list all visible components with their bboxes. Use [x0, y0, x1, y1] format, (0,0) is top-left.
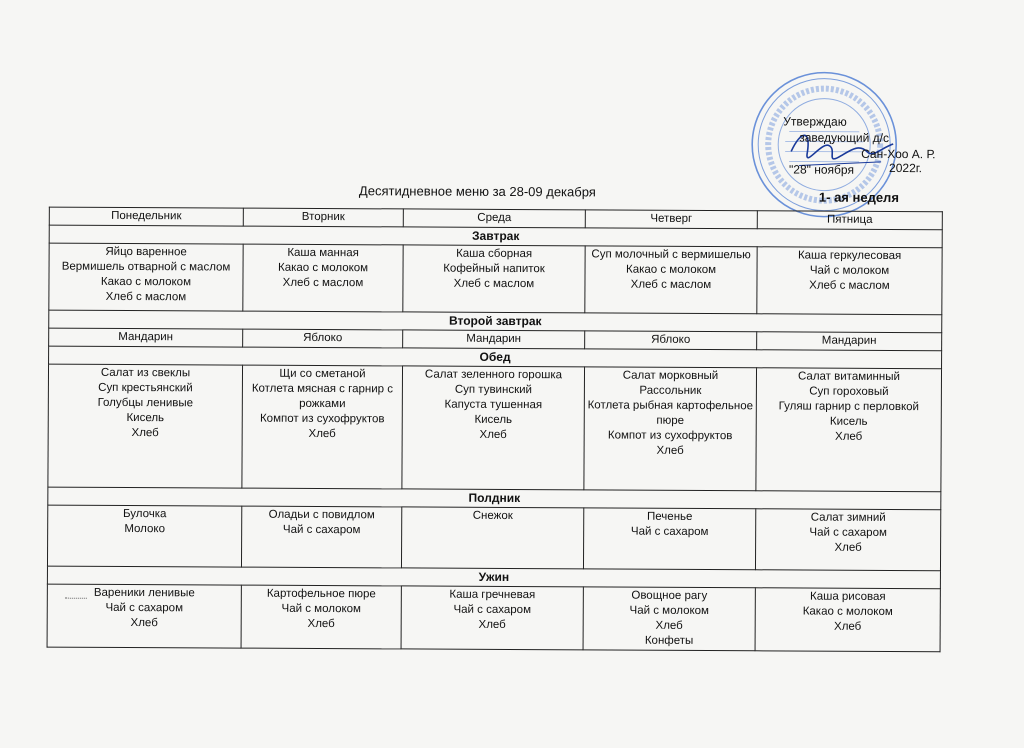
menu-cell	[241, 585, 401, 649]
menu-cell	[402, 366, 585, 490]
day-header: Вторник	[243, 208, 403, 227]
menu-cell	[401, 507, 583, 569]
menu-item: Печенье	[586, 509, 753, 525]
menu-item: Яблоко	[587, 332, 754, 348]
menu-cell	[755, 588, 940, 652]
menu-cell	[47, 584, 241, 648]
menu-item: Салат зеленного горошка	[405, 367, 582, 383]
menu-item: Суп тувинский	[405, 382, 582, 398]
menu-cell	[242, 365, 403, 489]
menu-item: Хлеб с маслом	[587, 277, 754, 293]
menu-item: Каша гречневая	[404, 587, 581, 603]
section-title: Второй завтрак	[49, 310, 942, 333]
menu-item: Овощное рагу	[586, 588, 753, 604]
menu-item: Чай с сахаром	[244, 523, 399, 539]
menu-cell	[757, 247, 942, 315]
menu-item: Вермишель отварной с маслом	[52, 260, 241, 276]
meal-row-snack	[47, 505, 940, 571]
day-header: Четверг	[585, 210, 757, 229]
menu-item: Конфеты	[586, 633, 753, 649]
menu-item: Салат витаминный	[759, 369, 939, 385]
menu-cell	[241, 506, 401, 568]
menu-cell	[403, 330, 585, 349]
approval-role: заведующий д/с	[761, 129, 961, 146]
menu-item: Котлета рыбная картофельное пюре	[587, 398, 754, 429]
menu-item: Булочка	[50, 507, 239, 523]
section-title: Обед	[49, 346, 942, 369]
menu-cell	[755, 509, 940, 571]
menu-item: Мандарин	[405, 331, 582, 347]
menu-cell	[243, 244, 403, 312]
menu-cell	[583, 587, 755, 651]
menu-item: Салат зимний	[758, 510, 938, 526]
menu-item: Чай с молоком	[244, 602, 399, 618]
menu-item: Кисель	[51, 411, 240, 427]
menu-item: Какао с молоком	[51, 275, 240, 291]
approval-year: 2022г.	[889, 160, 922, 176]
meal-row-dinner	[47, 584, 940, 652]
menu-cell	[401, 586, 583, 650]
menu-item: Чай с молоком	[586, 603, 753, 619]
menu-item: Хлеб	[587, 443, 754, 459]
menu-item: Какао с молоком	[758, 604, 938, 620]
week-label: 1- ая неделя	[819, 190, 899, 205]
menu-table	[47, 207, 943, 653]
menu-item: Чай с сахаром	[50, 601, 239, 617]
menu-item: Мандарин	[51, 330, 240, 346]
menu-item: Яблоко	[245, 331, 400, 347]
menu-item: Хлеб	[758, 619, 938, 635]
menu-item: Кисель	[405, 412, 582, 428]
approval-block	[761, 113, 961, 178]
menu-item: Хлеб	[404, 617, 581, 633]
section-title: Полдник	[48, 487, 941, 510]
menu-item: Каша геркулесовая	[760, 248, 940, 264]
approval-name: Сан-Хоо А. Р.	[761, 145, 961, 162]
menu-item: Чай с молоком	[759, 263, 939, 279]
menu-item: Кисель	[759, 414, 939, 430]
menu-item: Каша манная	[246, 246, 401, 262]
approval-title: Утверждаю	[761, 113, 961, 130]
menu-item: Хлеб с маслом	[405, 276, 582, 292]
menu-item: Хлеб	[758, 540, 938, 556]
menu-item: Оладьи с повидлом	[244, 508, 399, 524]
menu-cell	[403, 245, 585, 313]
menu-item: Чай с сахаром	[586, 524, 753, 540]
menu-item: Суп крестьянский	[51, 381, 240, 397]
menu-cell	[757, 332, 942, 351]
section-title: Ужин	[47, 566, 940, 589]
menu-item: Снежок	[404, 508, 581, 524]
menu-item: Каша сборная	[406, 246, 583, 262]
menu-item: Какао с молоком	[587, 262, 754, 278]
menu-item: Чай с сахаром	[404, 602, 581, 618]
menu-item: Капуста тушенная	[405, 397, 582, 413]
approval-date: "28" ноября	[761, 161, 961, 178]
meal-row-lunch	[48, 364, 942, 492]
menu-item: Суп молочный с вермишелью	[588, 247, 755, 263]
menu-cell	[49, 243, 243, 311]
menu-item: Хлеб	[586, 618, 753, 634]
menu-item: Хлеб с маслом	[51, 290, 240, 306]
menu-item: Мандарин	[759, 333, 939, 349]
menu-cell	[243, 329, 403, 348]
menu-item: Компот из сухофруктов	[245, 412, 400, 428]
menu-item: Хлеб с маслом	[759, 278, 939, 294]
menu-item: Салат морковный	[587, 368, 754, 384]
menu-item: Суп гороховый	[759, 384, 939, 400]
menu-cell	[585, 246, 757, 314]
menu-cell	[583, 508, 755, 570]
menu-item: Хлеб	[759, 429, 939, 445]
menu-item: Хлеб	[405, 427, 582, 443]
day-header: Среда	[403, 209, 585, 228]
day-header: Понедельник	[49, 207, 243, 226]
menu-item: Компот из сухофруктов	[587, 428, 754, 444]
menu-item: Хлеб	[245, 427, 400, 443]
menu-item: Хлеб	[50, 616, 239, 632]
menu-item: Яйцо варенное	[52, 245, 241, 261]
menu-item: Кофейный напиток	[406, 261, 583, 277]
section-title: Завтрак	[49, 225, 942, 248]
menu-cell	[756, 368, 942, 492]
menu-cell	[47, 505, 241, 567]
menu-item: Щи со сметаной	[245, 367, 400, 383]
menu-item: Гуляш гарнир с перловкой	[759, 399, 939, 415]
menu-item: Каша рисовая	[758, 589, 938, 605]
meal-row-breakfast	[49, 243, 942, 315]
menu-item: Хлеб	[244, 617, 399, 633]
menu-item: Хлеб	[51, 426, 240, 442]
scan-mark	[65, 598, 87, 599]
menu-item: Вареники ленивые	[50, 586, 239, 602]
menu-cell	[585, 331, 757, 350]
menu-cell	[49, 328, 243, 347]
menu-item: Чай с сахаром	[758, 525, 938, 541]
menu-item: Котлета мясная с гарнир с рожками	[245, 382, 400, 413]
menu-item: Картофельное пюре	[244, 587, 399, 603]
menu-item: Хлеб с маслом	[245, 276, 400, 292]
day-header: Пятница	[757, 211, 942, 230]
menu-item: Салат из свеклы	[51, 366, 240, 382]
menu-item: Какао с молоком	[246, 261, 401, 277]
menu-item: Молоко	[50, 522, 239, 538]
menu-item: Рассольник	[587, 383, 754, 399]
menu-cell	[584, 367, 757, 491]
menu-item: Голубцы ленивые	[51, 396, 240, 412]
document-title: Десятидневное меню за 28-09 декабря	[359, 183, 596, 199]
menu-cell	[48, 364, 243, 488]
